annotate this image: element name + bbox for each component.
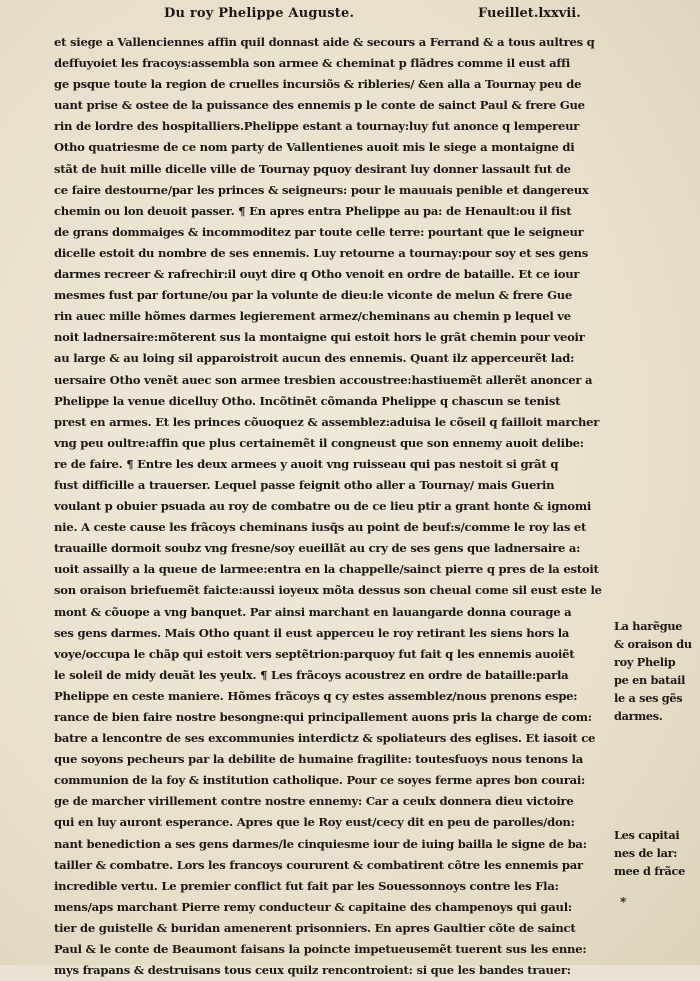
text-line: ses gens darmes. Mais Otho quant il eust apperceu le roy retirant les siens hors la [54,625,570,640]
text-line: tier de guistelle & buridan amenerent prisonniers. En apres Gaultier cõte de sainct [54,920,576,935]
margin-note-line: le a ses gẽs [614,691,683,705]
text-line: batre a lencontre de ses excommunies interdictz & spoliateurs des eglises. Et iasoit ce [54,731,596,746]
text-line: fust difficille a trauerser. Lequel passe feignit otho aller a Tournay/ mais Guerin [54,477,555,492]
text-line: mesmes fust par fortune/ou par la volunte de dieu:le viconte de melun & frere Gue [54,288,573,303]
text-line: prest en armes. Et les princes cõuoquez & assemblez:aduisa le cõseil q failloit marcher [54,414,600,429]
margin-note-harangue [614,617,698,725]
text-line: uersaire Otho venẽt auec son armee tresbien accoustree:hastiuemẽt allerẽt anoncer a [54,372,593,387]
body-text [54,32,602,981]
text-line: rin auec mille hõmes darmes legierement armez/cheminans au chemin p lequel ve [54,309,571,324]
text-line: voye/occupa le chãp qui estoit vers septẽtrion:parquoy fut fait q les ennemis auoiẽt [54,646,575,661]
text-line: chemin ou lon deuoit passer. ¶ En apres entra Phelippe au pa: de Henault:ou il fist [54,203,572,218]
margin-note-line: Les capitai [614,828,680,842]
running-title: Du roy Phelippe Auguste. [164,6,355,21]
text-line: ge psque toute la region de cruelles incursiõs & ribleries/ &en alla a Tournay peu de [54,77,582,92]
text-line: et siege a Vallenciennes affin quil donnast aide & secours a Ferrand & a tous aultres q [54,35,595,49]
text-line: darmes recreer & rafrechir:il ouyt dire q Otho venoit en ordre de bataille. Et ce iour [54,267,580,282]
text-line: tailler & combatre. Lors les francoys coururent & combatirent cõtre les ennemis par [54,857,583,872]
text-line: noit ladnersaire:mõterent sus la montaigne qui estoit hors le grãt chemin pour veoir [54,330,585,345]
text-line: Paul & le conte de Beaumont faisans la poincte impetueusemẽt tuerent sus les enne: [54,942,587,957]
text-line: que soyons pecheurs par la debilite de humaine fragilite: toutesfuoys nous tenons la [54,752,583,767]
text-line: le soleil de midy deuãt les yeulx. ¶ Les frãcoys acoustrez en ordre de bataille:parla [54,667,569,682]
page-header [0,4,700,26]
text-line: uant prise & ostee de la puissance des ennemis p le conte de sainct Paul & frere Gue [54,98,585,113]
text-line: uoit assailly a la queue de larmee:entra en la chappelle/sainct pierre q pres de la estoit [54,562,599,577]
text-line: deffuyoiet les fracoys:assembla son armee & cheminat p flãdres comme il eust affi [54,56,571,71]
margin-note-line: mee d frãce [614,864,685,878]
text-line: Phelippe la venue dicelluy Otho. Incõtinẽt cõmanda Phelippe q chascun se tenist [54,393,561,408]
margin-note-line: pe en batail [614,673,686,687]
text-line: mont & cõuope a vng banquet. Par ainsi marchant en lauangarde donna courage a [54,604,572,619]
margin-note-line: La harẽgue [614,619,683,633]
text-line: mys frapans & destruisans tous ceux quilz rencontroient: si que les bandes trauer: [54,963,571,978]
margin-note-line: roy Phelip [614,655,676,669]
text-line: voulant p obuier psuada au roy de combatre ou de ce lieu ptir a grant honte & ignomi [54,499,592,514]
text-line: ce faire destourne/par les princes & seigneurs: pour le mauuais penible et dangereux [54,182,589,197]
text-line: re de faire. ¶ Entre les deux armees y auoit vng ruisseau qui pas nestoit si grãt q [54,456,559,471]
text-line: Phelippe en ceste maniere. Hõmes frãcoys q cy estes assemblez/nous prenons espe: [54,688,578,703]
text-line: rance de bien faire nostre besongne:qui principallement auons pris la charge de com: [54,710,592,724]
folio-number: Fueillet.lxxvii. [478,6,581,21]
text-line: incredible vertu. Le premier conflict fut fait par les Souessonnoys contre les Fla: [54,878,559,893]
page-mark: * [620,895,627,909]
margin-note-line: nes de lar: [614,846,678,860]
text-line: Otho quatriesme de ce nom party de Vallentienes auoit mis le siege a montaigne di [54,140,575,155]
text-line: rin de lordre des hospitalliers.Phelippe estant a tournay:luy fut anonce q lempereur [54,119,580,134]
margin-note-line: & oraison du [614,637,692,651]
margin-note-capitaines [614,826,698,880]
text-line: ge de marcher virillement contre nostre ennemy: Car a ceulx donnera dieu victoire [54,794,574,809]
text-line: mens/aps marchant Pierre remy conducteur & capitaine des champenoys qui gaul: [54,899,572,914]
text-line: dicelle estoit du nombre de ses ennemis. Luy retourne a tournay:pour soy et ses gens [54,245,589,260]
text-line: nant benediction a ses gens darmes/le cinquiesme iour de iuing bailla le signe de ba: [54,836,587,851]
text-line: vng peu oultre:affin que plus certainemẽt il congneust que son ennemy auoit delibe: [54,435,584,450]
text-line: de grans dommaiges & incommoditez par toute celle terre: pourtant que le seigneur [54,224,584,239]
text-line: communion de la foy & institution catholique. Pour ce soyes ferme apres bon courai: [54,773,586,788]
margin-note-line: darmes. [614,709,663,723]
text-line: trauaille dormoit soubz vng fresne/soy eueillãt au cry de ses gens que ladnersaire a: [54,541,581,556]
text-line: nie. A ceste cause les frãcoys cheminans iusq̃s au point de beuf:s/comme le roy las et [54,520,587,535]
text-line: stãt de huit mille dicelle ville de Tournay pquoy desirant luy donner lassault fut de [54,161,571,176]
text-line: qui en luy auront esperance. Apres que le Roy eust/cecy dit en peu de parolles/don: [54,815,575,830]
text-line: son oraison briefuemẽt faicte:aussi ioyeux mõta dessus son cheual come sil eust este le [54,583,602,598]
text-line: au large & au loing sil apparoistroit aucun des ennemis. Quant ilz apperceurẽt lad: [54,351,575,366]
